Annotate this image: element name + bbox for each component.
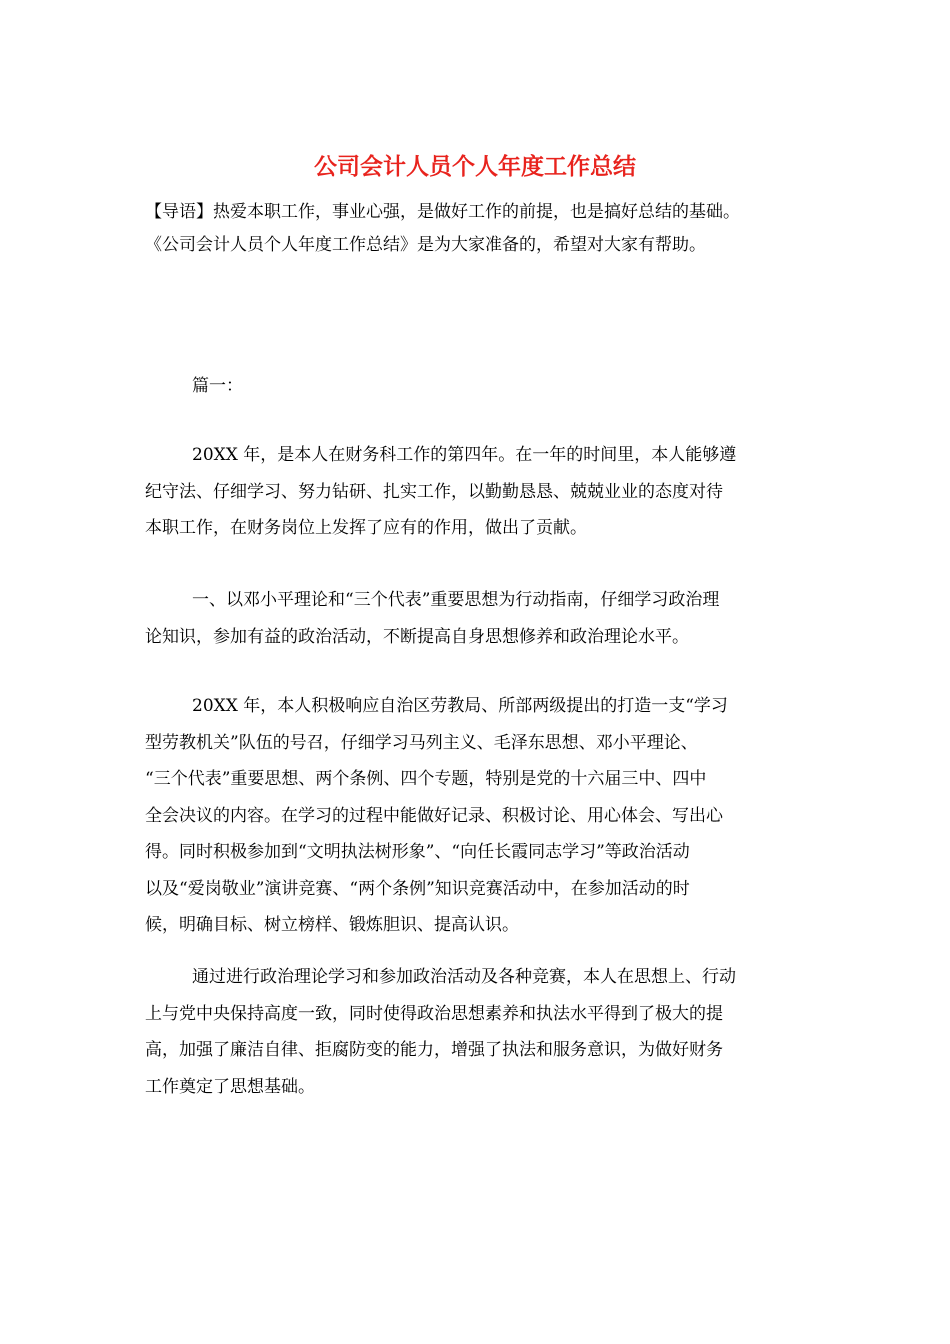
body-paragraph-1 [145, 437, 810, 547]
paragraph-line: 型劳教机关”队伍的号召，仔细学习马列主义、毛泽东思想、邓小平理论、 [145, 732, 698, 753]
paragraph-line: 高，加强了廉洁自律、拒腐防变的能力，增强了执法和服务意识，为做好财务 [145, 1040, 723, 1060]
paragraph-line: 本职工作，在财务岗位上发挥了应有的作用，做出了贡献。 [145, 518, 587, 538]
paragraph-line: 20XX 年，是本人在财务科工作的第四年。在一年的时间里，本人能够遵 [192, 445, 737, 465]
paragraph-line: 全会决议的内容。在学习的过程中能做好记录、积极讨论、用心体会、写出心 [145, 805, 723, 826]
lead-paragraph [145, 196, 825, 262]
paragraph-line: 得。同时积极参加到“文明执法树形象”、“向任长霞同志学习”等政治活动 [145, 842, 690, 862]
document-title: 公司会计人员个人年度工作总结 [314, 154, 636, 180]
lead-line: 《公司会计人员个人年度工作总结》是为大家准备的，希望对大家有帮助。 [145, 235, 706, 255]
paragraph-line: 工作奠定了思想基础。 [145, 1076, 315, 1097]
paragraph-line: 通过进行政治理论学习和参加政治活动及各种竞赛，本人在思想上、行动 [192, 967, 736, 987]
body-paragraph-3 [145, 688, 810, 944]
paragraph-line: 一、以邓小平理论和“三个代表”重要思想为行动指南，仔细学习政治理 [192, 590, 720, 610]
paragraph-line: 以及“爱岗敬业”演讲竞赛、“两个条例”知识竞赛活动中，在参加活动的时 [145, 878, 690, 899]
paragraph-line: 候，明确目标、树立榜样、锻炼胆识、提高认识。 [145, 915, 519, 935]
section-label-block [145, 368, 810, 405]
paragraph-line: “三个代表”重要思想、两个条例、四个专题，特别是党的十六届三中、四中 [145, 769, 707, 789]
body-paragraph-4 [145, 959, 810, 1105]
section-label: 篇一： [192, 376, 243, 396]
paragraph-line: 纪守法、仔细学习、努力钻研、扎实工作，以勤勤恳恳、兢兢业业的态度对待 [145, 481, 723, 502]
paragraph-line: 20XX 年，本人积极响应自治区劳教局、所部两级提出的打造一支“学习 [192, 696, 728, 716]
lead-line: 【导语】热爱本职工作，事业心强，是做好工作的前提，也是搞好总结的基础。 [145, 202, 740, 222]
paragraph-line: 上与党中央保持高度一致，同时使得政治思想素养和执法水平得到了极大的提 [145, 1003, 723, 1024]
body-paragraph-2 [145, 582, 810, 655]
paragraph-line: 论知识，参加有益的政治活动，不断提高自身思想修养和政治理论水平。 [145, 626, 689, 647]
